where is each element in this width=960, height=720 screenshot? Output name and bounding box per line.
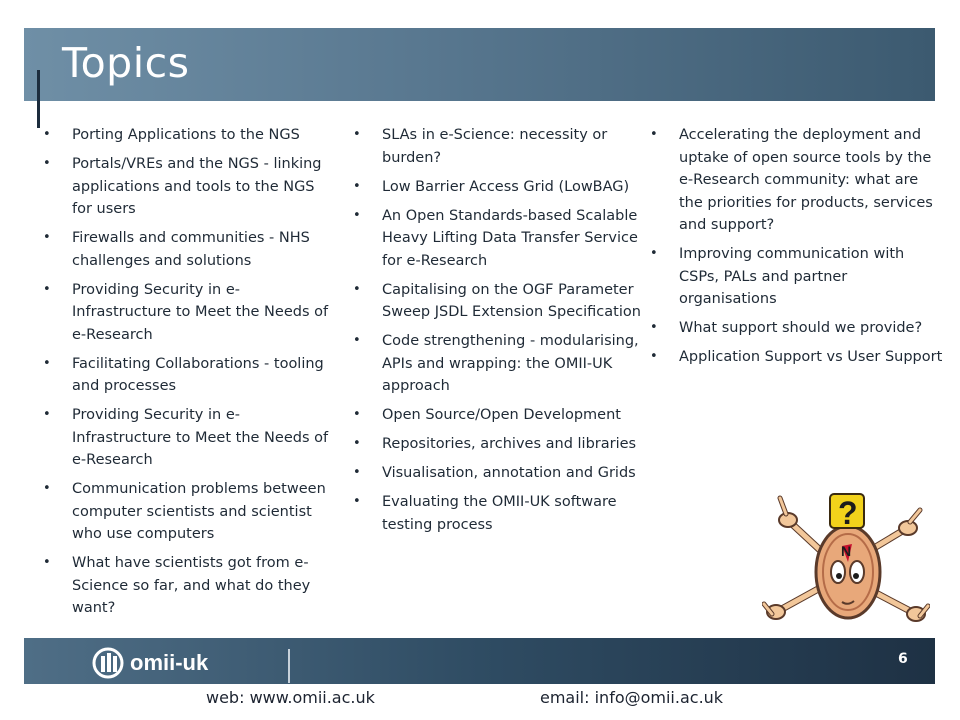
bullet-icon: • bbox=[650, 127, 658, 142]
omii-uk-logo bbox=[92, 646, 208, 680]
list-item: • What have scientists got from e-Science so far, and what do they want? bbox=[36, 552, 332, 620]
bullet-icon: • bbox=[43, 355, 51, 371]
bullet-icon: • bbox=[353, 465, 361, 480]
bullet-icon: • bbox=[43, 156, 51, 171]
list-item: • An Open Standards-based Scalable Heavy Lifting Data Transfer Service for e-Research bbox=[346, 205, 650, 273]
list-item: • Capitalising on the OGF Parameter Sweep JSDL Extension Specification bbox=[346, 279, 650, 324]
bullet-icon: • bbox=[650, 349, 658, 364]
list-item: • Facilitating Collaborations - tooling and processes bbox=[36, 353, 332, 398]
list-item: • Providing Security in e-Infrastructure to Meet the Needs of e-Research bbox=[36, 404, 332, 472]
list-item: • Providing Security in e-Infrastructure to Meet the Needs of e-Research bbox=[36, 279, 332, 347]
list-item: • SLAs in e-Science: necessity or burden? bbox=[346, 124, 650, 169]
bullet-icon: • bbox=[650, 246, 658, 261]
topics-column-3 bbox=[643, 124, 943, 375]
topics-column-2 bbox=[346, 124, 650, 543]
bullet-icon: • bbox=[353, 178, 361, 194]
list-item: • Porting Applications to the NGS bbox=[36, 124, 332, 147]
slide-title: Topics bbox=[62, 39, 190, 87]
list-item: • Open Source/Open Development bbox=[346, 404, 650, 427]
bullet-icon: • bbox=[353, 333, 361, 348]
title-divider bbox=[37, 70, 40, 128]
bullet-icon: • bbox=[353, 207, 361, 223]
topics-column-1 bbox=[36, 124, 332, 626]
footer-email-link[interactable]: email: info@omii.ac.uk bbox=[540, 688, 724, 707]
footer-divider bbox=[288, 649, 290, 683]
list-item: • Application Support vs User Support bbox=[643, 346, 943, 369]
bullet-icon: • bbox=[43, 481, 51, 496]
bullet-icon: • bbox=[353, 281, 361, 297]
bullet-icon: • bbox=[650, 320, 658, 335]
bullet-icon: • bbox=[43, 555, 51, 570]
page-number: 6 bbox=[898, 651, 908, 667]
footer-web-link[interactable]: web: www.omii.ac.uk bbox=[206, 688, 375, 707]
list-item: • Low Barrier Access Grid (LowBAG) bbox=[346, 176, 650, 199]
bullet-icon: • bbox=[353, 436, 361, 451]
confused-compass-mascot bbox=[762, 488, 930, 638]
list-item: • Code strengthening - modularising, APIs and wrapping: the OMII-UK approach bbox=[346, 330, 650, 398]
omii-logo-icon bbox=[92, 647, 126, 679]
bullet-icon: • bbox=[43, 407, 51, 422]
bullet-icon: • bbox=[43, 281, 51, 297]
compass-letter: N bbox=[841, 543, 852, 559]
bullet-icon: • bbox=[353, 494, 361, 509]
list-item: • Accelerating the deployment and uptake of open source tools by the e-Research community: what are the priorities for products, services and support? bbox=[643, 124, 943, 237]
logo-text: omii-uk bbox=[130, 650, 209, 675]
list-item: • Communication problems between computer scientists and scientist who use computers bbox=[36, 478, 332, 546]
bullet-icon: • bbox=[43, 230, 51, 245]
list-item: • Firewalls and communities - NHS challenges and solutions bbox=[36, 227, 332, 272]
list-item: • Portals/VREs and the NGS - linking applications and tools to the NGS for users bbox=[36, 153, 332, 221]
list-item: • Visualisation, annotation and Grids bbox=[346, 462, 650, 485]
bullet-icon: • bbox=[353, 127, 361, 142]
question-mark-icon: ? bbox=[838, 495, 858, 531]
list-item: • What support should we provide? bbox=[643, 317, 943, 340]
bullet-icon: • bbox=[353, 407, 361, 422]
list-item: • Improving communication with CSPs, PALs and partner organisations bbox=[643, 243, 943, 311]
list-item: • Evaluating the OMII-UK software testing process bbox=[346, 491, 650, 536]
bullet-icon: • bbox=[43, 127, 51, 142]
list-item: • Repositories, archives and libraries bbox=[346, 433, 650, 456]
